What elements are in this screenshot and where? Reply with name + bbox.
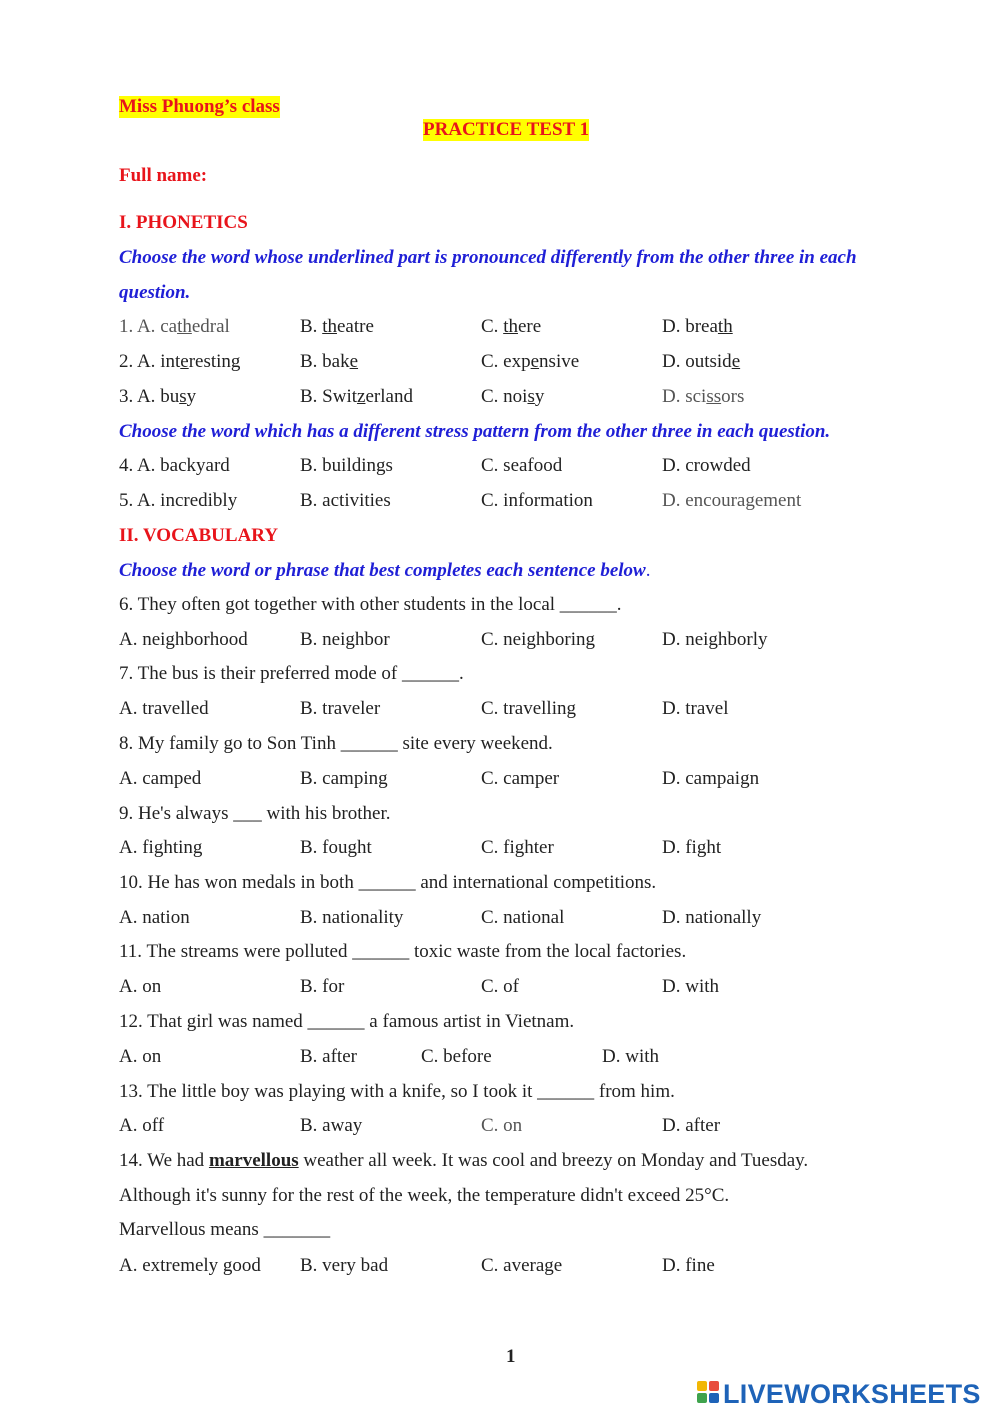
question-12: 12. That girl was named ______ a famous artist in Vietnam. <box>119 1011 575 1032</box>
full-name-label: Full name: <box>119 165 208 186</box>
q10-option-b: B. nationality <box>300 907 404 928</box>
q2-option-c: C. expensive <box>481 351 580 372</box>
q9-options <box>119 837 919 863</box>
q3-option-a: 3. A. busy <box>119 386 197 407</box>
q10-option-c: C. national <box>481 907 565 928</box>
q5-option-a: 5. A. incredibly <box>119 490 238 511</box>
q14-keyword: marvellous <box>208 1150 299 1171</box>
q12-option-b: B. after <box>300 1046 357 1067</box>
q13-options <box>119 1115 919 1141</box>
q9-option-b: B. fought <box>300 837 372 858</box>
q1-option-c: C. there <box>481 316 542 337</box>
q14-option-c: C. average <box>481 1255 563 1276</box>
q13-option-b: B. away <box>300 1115 363 1136</box>
question-10: 10. He has won medals in both ______ and international competitions. <box>119 872 657 893</box>
question-9: 9. He's always ___ with his brother. <box>119 803 391 824</box>
class-name: Miss Phuong’s class <box>119 96 280 117</box>
question-2 <box>119 351 919 377</box>
q8-option-a: A. camped <box>119 768 202 789</box>
q7-option-a: A. travelled <box>119 698 209 719</box>
q10-option-d: D. nationally <box>662 907 762 928</box>
q4-option-d: D. crowded <box>662 455 751 476</box>
q8-option-d: D. campaign <box>662 768 760 789</box>
q5-option-d: D. encouragement <box>662 490 802 511</box>
q3-option-c: C. noisy <box>481 386 545 407</box>
liveworksheets-logo <box>697 1379 981 1409</box>
question-13: 13. The little boy was playing with a knife, so I took it ______ from him. <box>119 1081 675 1102</box>
q4-option-b: B. buildings <box>300 455 393 476</box>
question-5 <box>119 490 919 516</box>
q2-option-b: B. bake <box>300 351 359 372</box>
phonetics-heading: I. PHONETICS <box>119 212 248 233</box>
q11-options <box>119 976 919 1002</box>
q4-option-a: 4. A. backyard <box>119 455 230 476</box>
q10-option-a: A. nation <box>119 907 190 928</box>
q14-option-b: B. very bad <box>300 1255 389 1276</box>
question-6: 6. They often got together with other students in the local ______. <box>119 594 622 615</box>
q6-option-b: B. neighbor <box>300 629 390 650</box>
q2-option-d: D. outside <box>662 351 741 372</box>
question-4 <box>119 455 919 481</box>
q11-option-b: B. for <box>300 976 345 997</box>
phonetics-instruction-1-cont: question. <box>119 282 191 303</box>
question-14: 14. We had marvellous weather all week. It was cool and breezy on Monday and Tuesday. <box>119 1150 809 1171</box>
q13-option-a: A. off <box>119 1115 165 1136</box>
q1-option-b: B. theatre <box>300 316 374 337</box>
q3-option-d: D. scissors <box>662 386 745 407</box>
q7-option-b: B. traveler <box>300 698 381 719</box>
q12-option-c: C. before <box>421 1046 492 1067</box>
q9-option-c: C. fighter <box>481 837 554 858</box>
q8-option-b: B. camping <box>300 768 388 789</box>
stress-instruction: Choose the word which has a different stress pattern from the other three in each question. <box>119 421 831 442</box>
q11-option-d: D. with <box>662 976 719 997</box>
q14-option-a: A. extremely good <box>119 1255 261 1276</box>
q13-option-c: C. on <box>481 1115 523 1136</box>
q14-option-d: D. fine <box>662 1255 715 1276</box>
q6-option-c: C. neighboring <box>481 629 595 650</box>
q4-option-c: C. seafood <box>481 455 563 476</box>
q1-option-a: 1. A. cathedral <box>119 316 230 337</box>
q6-option-a: A. neighborhood <box>119 629 248 650</box>
q3-option-b: B. Switzerland <box>300 386 413 407</box>
vocabulary-instruction: Choose the word or phrase that best completes each sentence below. <box>119 560 651 581</box>
q7-option-c: C. travelling <box>481 698 576 719</box>
q6-options <box>119 629 919 655</box>
q7-options <box>119 698 919 724</box>
q7-option-d: D. travel <box>662 698 729 719</box>
q8-option-c: C. camper <box>481 768 560 789</box>
page-title: PRACTICE TEST 1 <box>423 119 590 140</box>
liveworksheets-logo-icon <box>697 1381 721 1407</box>
q14-options <box>119 1255 919 1281</box>
q9-option-d: D. fight <box>662 837 722 858</box>
question-11: 11. The streams were polluted ______ toxic waste from the local factories. <box>119 941 687 962</box>
question-14-line-3: Marvellous means _______ <box>119 1219 331 1240</box>
q1-option-d: D. breath <box>662 316 733 337</box>
q10-options <box>119 907 919 933</box>
question-14-line-2: Although it's sunny for the rest of the week, the temperature didn't exceed 25°C. <box>119 1185 730 1206</box>
q9-option-a: A. fighting <box>119 837 203 858</box>
q12-option-d: D. with <box>602 1046 659 1067</box>
q5-option-c: C. information <box>481 490 593 511</box>
phonetics-instruction-1: Choose the word whose underlined part is pronounced differently from the other three in each <box>119 247 857 268</box>
q6-option-d: D. neighborly <box>662 629 768 650</box>
question-1 <box>119 316 919 342</box>
question-7: 7. The bus is their preferred mode of ______. <box>119 663 464 684</box>
q13-option-d: D. after <box>662 1115 721 1136</box>
vocabulary-heading: II. VOCABULARY <box>119 525 279 546</box>
liveworksheets-brand: LIVEWORKSHEETS <box>723 1378 981 1409</box>
question-3 <box>119 386 919 412</box>
q12-options <box>119 1046 919 1072</box>
q11-option-c: C. of <box>481 976 519 997</box>
q12-option-a: A. on <box>119 1046 162 1067</box>
q8-options <box>119 768 919 794</box>
q2-option-a: 2. A. interesting <box>119 351 241 372</box>
q5-option-b: B. activities <box>300 490 391 511</box>
question-8: 8. My family go to Son Tinh ______ site every weekend. <box>119 733 553 754</box>
q11-option-a: A. on <box>119 976 162 997</box>
page-number: 1 <box>506 1346 516 1367</box>
